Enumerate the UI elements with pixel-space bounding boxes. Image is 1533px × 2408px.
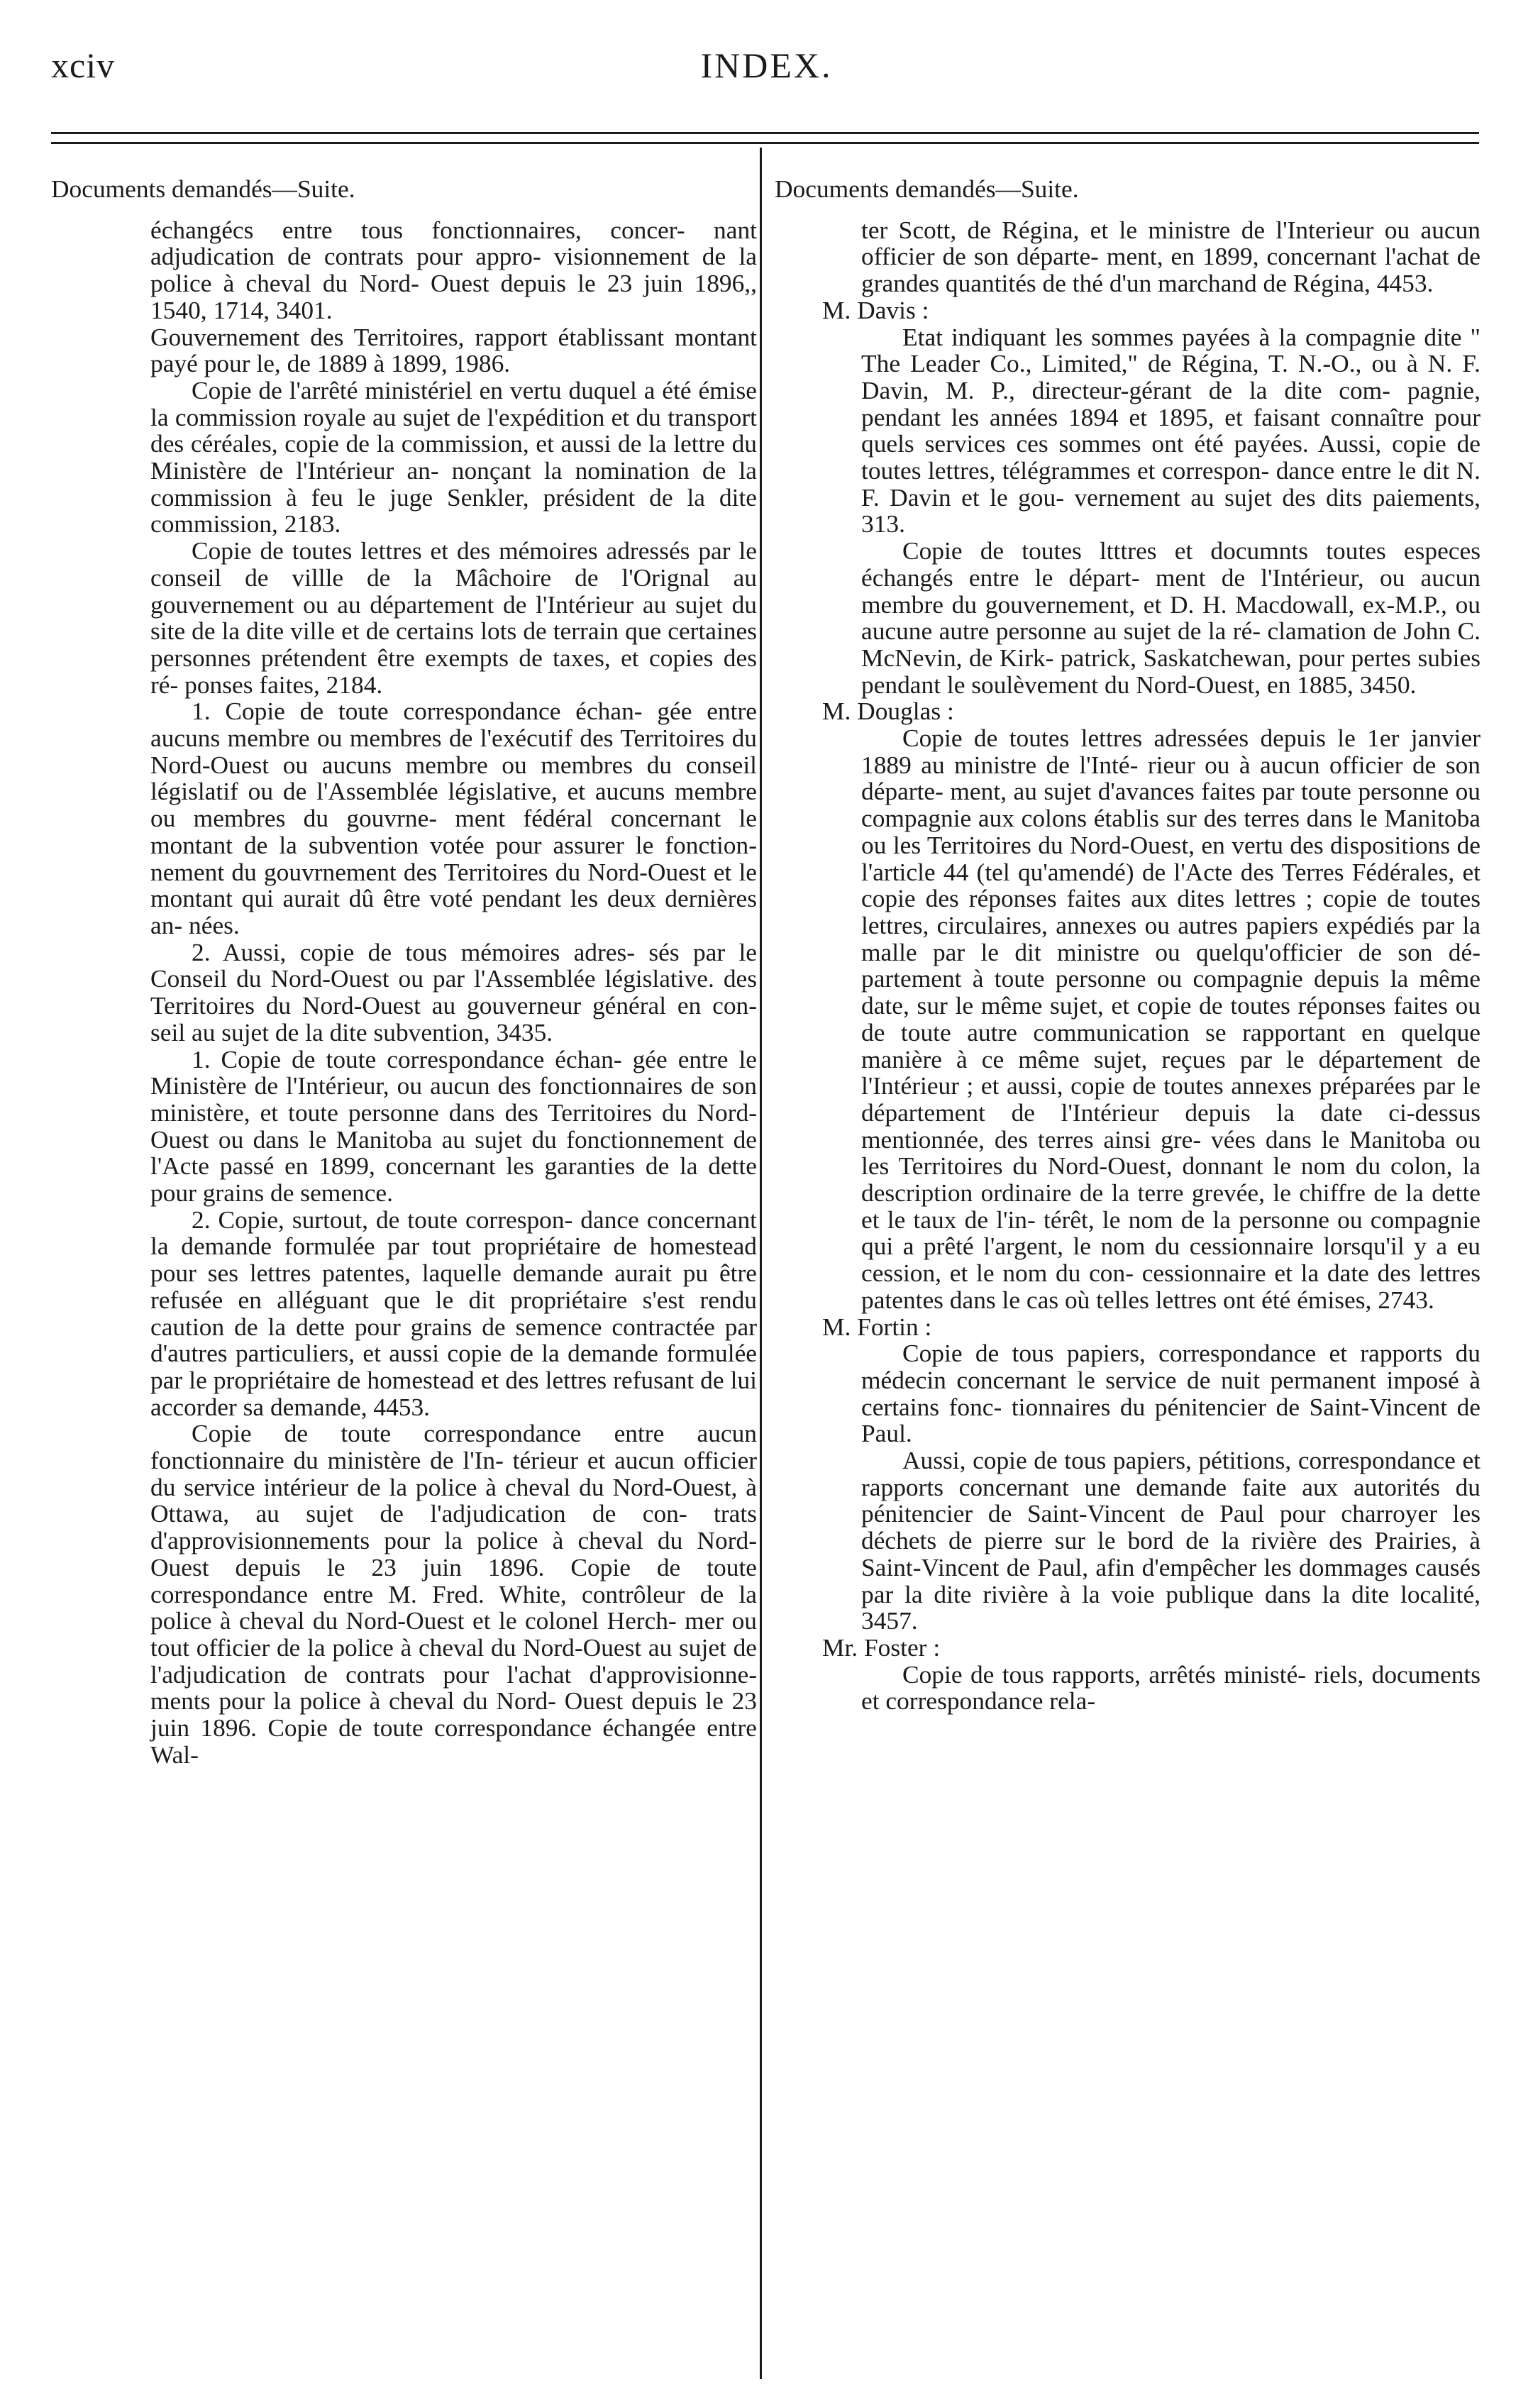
- header-rule-top: [51, 132, 1479, 134]
- index-entry: Copie de tous rapports, arrêtés ministé- riels, documents et correspondance rela-: [861, 1659, 1481, 1716]
- index-entry: Gouvernement des Territoires, rapport établissant montant payé pour le, de 1889 à 1899, 1986.: [150, 322, 757, 378]
- page-number: xciv: [51, 45, 116, 85]
- speaker-name: M. Douglas :: [822, 697, 954, 726]
- index-entry: Copie de toute correspondance entre aucun fonctionnaire du ministère de l'In- térieur et aucun officier du service intérieur de la police à cheval du Nord-Ouest, à Ottawa, au sujet de l'adjudication de con- trats d'approvisionnements pour la police à cheval du Nord-Ouest depuis le 23 juin 1896. Copie de toute correspondance entre M. Fred. White, contrôleur de la police à cheval du Nord-Ouest et le colonel Herch- mer ou tout officier de la police à cheval du Nord-Ouest au sujet de l'adjudication de contrats pour l'achat d'approvisionne- ments pour la police à cheval du Nord- Ouest depuis le 23 juin 1896. Copie de toute correspondance échangée entre Wal-: [150, 1419, 757, 1769]
- index-entry: 2. Copie, surtout, de toute correspon- dance concernant la demande formulée par tout propriétaire de homestead pour ses lettres patentes, laquelle demande aurait pu être refusée en alléguant que le dit propriétaire s'est rendu caution de la dette pour grains de semence contractée par d'autres particuliers, et aussi copie de la demande formulée par le propriétaire de homestead et des lettres refusant de lui accorder sa demande, 4453.: [150, 1205, 757, 1421]
- speaker-name: M. Fortin :: [822, 1312, 932, 1341]
- index-entry: 2. Aussi, copie de tous mémoires adres- sés par le Conseil du Nord-Ouest ou par l'Assemblée législative. des Territoires du Nord-Ouest au gouverneur général en con- seil au sujet de la dite subvention, 3435.: [150, 937, 757, 1046]
- speaker-name: Mr. Foster :: [822, 1633, 941, 1662]
- index-entry: Copie de l'arrêté ministériel en vertu duquel a été émise la commission royale au sujet de l'expédition et du transport des céréales, copie de la commission, et aussi de la lettre du Ministère de l'Intérieur an- nonçant la nomination de la commission à feu le juge Senkler, président de la dite commission, 2183.: [150, 375, 757, 539]
- index-entry: 1. Copie de toute correspondance échan- gée entre le Ministère de l'Intérieur, ou aucun des fonctionnaires de son ministère, et toute personne dans des Territoires du Nord-Ouest ou dans le Manitoba au sujet du fonctionnement de l'Acte passé en 1899, concernant les garanties de la dette pour grains de semence.: [150, 1044, 757, 1208]
- header-rule-bottom: [51, 142, 1479, 144]
- index-entry: 1. Copie de toute correspondance échan- gée entre aucuns membre ou membres de l'exécutif des Territoires du Nord-Ouest ou aucuns membre ou membres du conseil législatif ou de l'Assemblée législative, et aucuns membre ou membres du gouvrne- ment fédéral concernant le montant de la subvention votée pour assurer le fonction- nement du gouvrnement des Territoires du Nord-Ouest et le montant qui aurait dû être voté pendant les deux dernières an- nées.: [150, 697, 757, 939]
- left-column-heading: Documents demandés—Suite.: [51, 176, 355, 203]
- index-entry: Aussi, copie de tous papiers, pétitions, correspondance et rapports concernant une demande faite aux autorités du pénitencier de Saint-Vincent de Paul pour charroyer les déchets de pierre sur le bord de la rivière des Prairies, à Saint-Vincent de Paul, afin d'empêcher les dommages causés par la dite rivière à la voie publique dans la dite localité, 3457.: [861, 1446, 1481, 1635]
- right-column: [775, 176, 1481, 2382]
- index-entry: Copie de toutes lettres adressées depuis le 1er janvier 1889 au ministre de l'Inté- rieur ou à aucun officier de son départe- ment, au sujet d'avances faites par toute personne ou compagnie aux colons établis sur des terres dans le Manitoba ou les Territoires du Nord-Ouest, en vertu des dispositions de l'article 44 (tel qu'amendé) de l'Acte des Terres Fédérales, et copie des réponses faites aux dites lettres ; copie de toutes lettres, circulaires, annexes ou autres papiers expédiés par la malle par le dit ministre ou quelqu'officier de son dé- partement à toute personne ou compagnie depuis la même date, sur le même sujet, et copie de toutes réponses faites ou de toute autre communication se rapportant en quelque manière à ce même sujet, reçues par le département de l'Intérieur ; et aussi, copie de toutes annexes préparées par le département de l'Intérieur depuis la date ci-dessus mentionnée, des terres ainsi gre- vées dans le Manitoba ou les Territoires du Nord-Ouest, donnant le nom du colon, la description ordinaire de la terre grevée, le chiffre de la dette et le taux de l'in- térêt, le nom de la personne ou compagnie qui a prêté l'argent, le nom du cessionnaire lorsqu'il y a eu cession, et le nom du con- cessionnaire et la date des lettres patentes dans le cas où telles lettres ont été émises, 2743.: [861, 724, 1481, 1314]
- index-entry-continuation: ter Scott, de Régina, et le ministre de l'Interieur ou aucun officier de son départe- ment, en 1899, concernant l'achat de grandes quantités de thé d'un marchand de Régina, 4453.: [861, 215, 1481, 298]
- index-entry: Copie de tous papiers, correspondance et rapports du médecin concernant le service de nuit permanent imposé à certains fonc- tionnaires du pénitencier de Saint-Vincent de Paul.: [861, 1339, 1481, 1448]
- index-entry: Copie de toutes ltttres et documnts toutes especes échangés entre le départ- ment de l'Intérieur, ou aucun membre du gouvernement, et D. H. Macdowall, ex-M.P., ou aucune autre personne au sujet de la ré- clamation de John C. McNevin, de Kirk- patrick, Saskatchewan, pour pertes subies pendant le soulèvement du Nord-Ouest, en 1885, 3450.: [861, 536, 1481, 699]
- right-column-heading: Documents demandés—Suite.: [775, 176, 1079, 203]
- left-column: [51, 176, 757, 2382]
- page-title: INDEX.: [700, 45, 833, 85]
- column-divider: [760, 148, 762, 2379]
- index-entry: échangécs entre tous fonctionnaires, concer- nant adjudication de contrats pour appro- visionnement de la police à cheval du Nord- Ouest depuis le 23 juin 1896,, 1540, 1714, 3401.: [150, 215, 757, 324]
- index-entry: Copie de toutes lettres et des mémoires adressés par le conseil de villle de la Mâchoire de l'Orignal au gouvernement ou au département de l'Intérieur au sujet du site de la dite ville et de certains lots de terrain que certaines personnes prétendent être exempts de taxes, et copies des ré- ponses faites, 2184.: [150, 536, 757, 699]
- speaker-name: M. Davis :: [822, 295, 929, 324]
- index-entry: Etat indiquant les sommes payées à la compagnie dite " The Leader Co., Limited," de Régina, T. N.-O., ou à N. F. Davin, M. P., directeur-gérant de la dite com- pagnie, pendant les années 1894 et 1895, et faisant connaître pour quels services ces sommes ont été payées. Aussi, copie de toutes lettres, télégrammes et correspon- dance entre le dit N. F. Davin et le gou- vernement au sujet des dits paiements, 313.: [861, 322, 1481, 539]
